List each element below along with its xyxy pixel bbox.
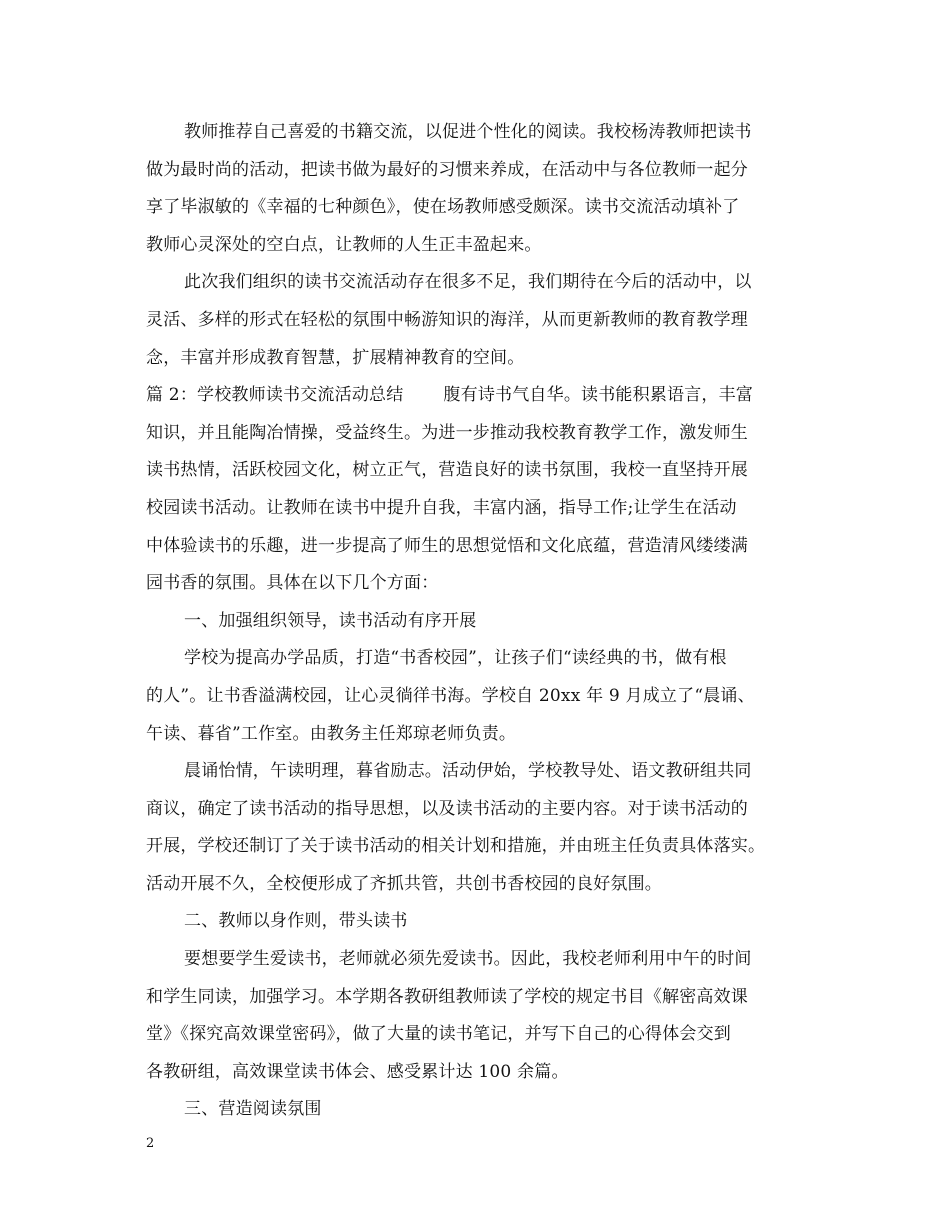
text-line <box>146 640 816 678</box>
text-line <box>146 227 816 265</box>
text-line-content: 学校为提高办学品质，打造“书香校园”，让孩子们“读经典的书，做有根 <box>184 648 727 669</box>
text-line-content: 堂》《探究高效课堂密码》，做了大量的读书笔记，并写下自己的心得体会交到 <box>146 1024 731 1045</box>
text-line <box>146 565 816 603</box>
text-line <box>146 716 816 754</box>
text-line-content: 园书香的氛围。具体在以下几个方面： <box>146 573 439 594</box>
document-body <box>146 114 816 1129</box>
text-line <box>146 791 816 829</box>
text-line-content: 念，丰富并形成教育智慧，扩展精神教育的空间。 <box>146 347 525 368</box>
text-line <box>146 866 816 904</box>
text-line <box>146 979 816 1017</box>
text-line-content: 中体验读书的乐趣，进一步提高了师生的思想觉悟和文化底蕴，营造清风缕缕满 <box>146 535 748 556</box>
text-line-content: 教师推荐自己喜爱的书籍交流，以促进个性化的阅读。我校杨涛教师把读书 <box>184 122 752 142</box>
text-line-content: 校园读书活动。让教师在读书中提升自我，丰富内涵，指导工作;让学生在活动 <box>146 497 737 518</box>
text-line-content: 灵活、多样的形式在轻松的氛围中畅游知识的海洋，从而更新教师的教育教学理 <box>146 309 748 330</box>
page-number: 2 <box>146 1136 155 1151</box>
text-line-content: 篇 2：学校教师读书交流活动总结 <box>146 385 404 406</box>
text-line-content: 各教研组，高效课堂读书体会、感受累计达 100 余篇。 <box>146 1061 569 1082</box>
text-line <box>146 377 816 415</box>
text-line-content: 开展，学校还制订了关于读书活动的相关计划和措施，并由班主任负责具体落实。 <box>146 836 766 857</box>
text-line <box>146 152 816 190</box>
text-line <box>146 189 816 227</box>
text-line-content: 的人”。让书香溢满校园，让心灵徜徉书海。学校自 20xx 年 9 月成立了“晨诵、 <box>146 685 755 706</box>
text-line <box>146 1016 816 1054</box>
text-line-content: 午读、暮省”工作室。由教务主任郑琼老师负责。 <box>146 723 517 744</box>
text-line-content: 活动开展不久，全校便形成了齐抓共管，共创书香校园的良好氛围。 <box>146 873 662 894</box>
text-line-content: 教师心灵深处的空白点，让教师的人生正丰盈起来。 <box>146 234 542 255</box>
text-line <box>146 1091 816 1129</box>
text-line <box>146 415 816 453</box>
text-line <box>146 753 816 791</box>
text-line <box>146 678 816 716</box>
text-line <box>146 528 816 566</box>
text-line <box>146 114 816 152</box>
text-line-content: 读书热情，活跃校园文化，树立正气，营造良好的读书氛围，我校一直坚持开展 <box>146 460 748 481</box>
text-line <box>146 264 816 302</box>
text-line-content: 享了毕淑敏的《幸福的七种颜色》，使在场教师感受颇深。读书交流活动填补了 <box>146 197 740 218</box>
text-line <box>146 941 816 979</box>
text-line-content: 知识，并且能陶冶情操，受益终生。为进一步推动我校教育教学工作，激发师生 <box>146 422 748 443</box>
text-line <box>146 828 816 866</box>
text-line-content: 商议，确定了读书活动的指导思想，以及读书活动的主要内容。对于读书活动的 <box>146 798 748 819</box>
text-line-content: 二、教师以身作则，带头读书 <box>184 911 408 932</box>
text-line-content: 和学生同读，加强学习。本学期各教研组教师读了学校的规定书目《解密高效课 <box>146 986 748 1007</box>
text-line <box>146 490 816 528</box>
text-line <box>146 903 816 941</box>
text-line-content: 做为最时尚的活动，把读书做为最好的习惯来养成，在活动中与各位教师一起分 <box>146 159 748 180</box>
text-line <box>146 302 816 340</box>
text-line-continuation: 腹有诗书气自华。读书能积累语言，丰富 <box>443 385 754 406</box>
text-line-content: 三、营造阅读氛围 <box>184 1099 322 1120</box>
text-line-content: 要想要学生爱读书，老师就必须先爱读书。因此，我校老师利用中午的时间 <box>184 949 752 970</box>
text-line <box>146 340 816 378</box>
text-line-content: 此次我们组织的读书交流活动存在很多不足，我们期待在今后的活动中，以 <box>184 272 752 293</box>
text-line <box>146 1054 816 1092</box>
text-line <box>146 603 816 641</box>
text-line-content: 一、加强组织领导，读书活动有序开展 <box>184 610 477 631</box>
text-line <box>146 452 816 490</box>
text-line-content: 晨诵怡情，午读明理，暮省励志。活动伊始，学校教导处、语文教研组共同 <box>184 761 752 782</box>
